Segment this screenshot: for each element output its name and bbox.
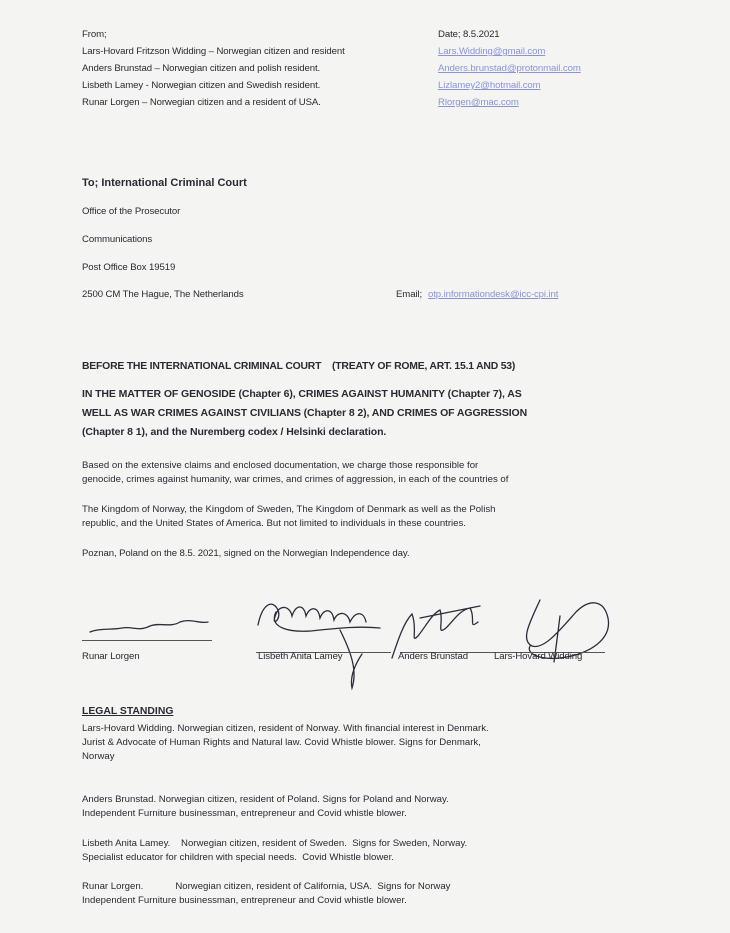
sender-email[interactable]: Lizlamey2@hotmail.com — [438, 80, 541, 91]
signature-runar-lorgen — [90, 621, 208, 632]
countries-paragraph: The Kingdom of Norway, the Kingdom of Sweden, The Kingdom of Denmark as well as the Polish republic, and the United States of America. But not limited to individuals in these countries. — [82, 504, 496, 529]
sender-email[interactable]: Anders.brunstad@protonmail.com — [438, 63, 581, 74]
recipient-line: Communications — [82, 234, 153, 245]
before-court-heading: BEFORE THE INTERNATIONAL CRIMINAL COURT (TREATY OF ROME, ART. 15.1 AND 53) — [82, 361, 516, 372]
date: Date; 8.5.2021 — [438, 29, 500, 40]
signatory-name: Lisbeth Anita Lamey — [258, 651, 343, 662]
signatory-name: Runar Lorgen — [82, 651, 140, 662]
matter-subject: IN THE MATTER OF GENOSIDE (Chapter 6), CRIMES AGAINST HUMANITY (Chapter 7), AS WELL AS WAR CRIMES AGAINST CIVILIANS (Chapter 8 2), AND CRIMES OF AGGRESSION (Chapter 8 1), and the Nuremberg codex / Helsinki declaration. — [82, 388, 528, 438]
signatory-name: Lars-Hovard Widding — [494, 651, 583, 662]
recipient-line: Office of the Prosecutor — [82, 206, 181, 217]
signature-lisbeth-lamey — [258, 604, 380, 688]
sender-email[interactable]: Rlorgen@mac.com — [438, 97, 519, 108]
signed-place-date: Poznan, Poland on the 8.5. 2021, signed on the Norwegian Independence day. — [82, 548, 410, 559]
legal-standing-title: LEGAL STANDING — [82, 706, 174, 717]
legal-entry: Lisbeth Anita Lamey. Norwegian citizen, resident of Sweden. Signs for Sweden, Norway. Specialist educator for children with special needs. Covid Whistle blower. — [82, 838, 468, 863]
recipient-email[interactable]: otp.informationdesk@icc-cpi.int — [428, 289, 559, 300]
charge-paragraph: Based on the extensive claims and enclosed documentation, we charge those responsible for genocide, crimes against humanity, war crimes, and crimes of aggression, in each of the countries of — [82, 460, 509, 485]
recipient-line: Post Office Box 19519 — [82, 262, 176, 273]
legal-entry: Runar Lorgen. Norwegian citizen, resident of California, USA. Signs for Norway Independent Furniture businessman, entrepreneur and Covid whistle blower. — [82, 881, 451, 906]
signatory-name: Anders Brunstad — [398, 651, 468, 662]
sender-line: Runar Lorgen – Norwegian citizen and a resident of USA. — [82, 97, 321, 108]
signature-line — [82, 640, 212, 641]
sender-line: Lars-Hovard Fritzson Widding – Norwegian citizen and resident — [82, 46, 345, 57]
sender-line: Anders Brunstad – Norwegian citizen and polish resident. — [82, 63, 321, 74]
email-label: Email; — [396, 289, 423, 300]
legal-entry: Lars-Hovard Widding. Norwegian citizen, resident of Norway. With financial interest in Denmark. Jurist & Advocate of Human Rights and Natural law. Covid Whistle blower. Signs for Denmark, Norway — [82, 723, 489, 762]
legal-entry: Anders Brunstad. Norwegian citizen, resident of Poland. Signs for Poland and Norway. Independent Furniture businessman, entrepreneur and Covid whistle blower. — [82, 794, 449, 819]
sender-email[interactable]: Lars.Widding@gmail.com — [438, 46, 546, 57]
from-label: From; — [82, 29, 107, 40]
sender-line: Lisbeth Lamey - Norwegian citizen and Swedish resident. — [82, 80, 321, 91]
recipient-line: 2500 CM The Hague, The Netherlands — [82, 289, 244, 300]
recipient-title: To; International Criminal Court — [82, 177, 247, 189]
signatures-graphic — [0, 570, 730, 700]
